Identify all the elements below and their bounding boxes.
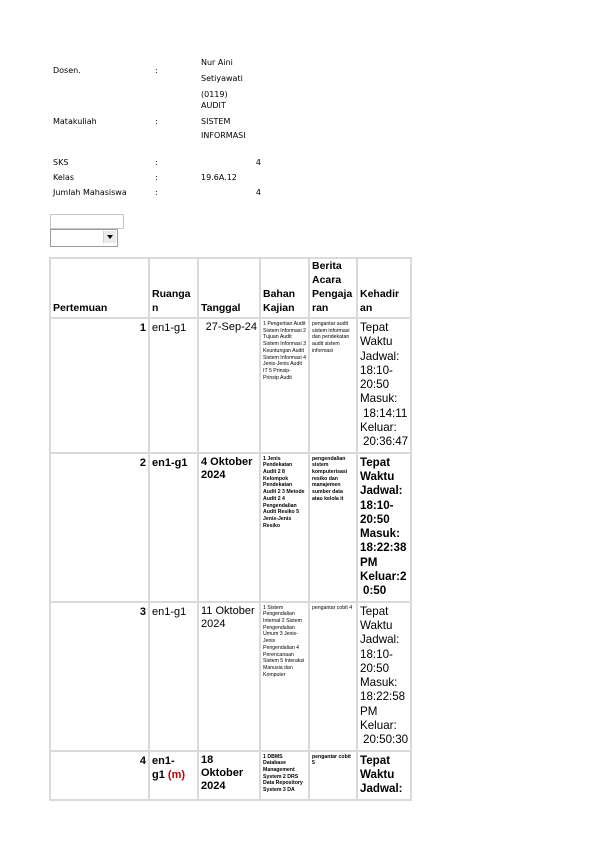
dosen-value-line-1: Nur Aini — [201, 58, 233, 67]
row-kehadiran: Tepat Waktu Jadwal: 18:10- 20:50 Masuk: 18:22:38 PM Keluar:2 0:50 — [357, 453, 411, 602]
table-header-row — [50, 258, 411, 318]
matakuliah-value-line-1: AUDIT — [201, 101, 226, 110]
sks-label: SKS — [53, 158, 69, 167]
header-bahan-kajian: Bahan Kajian — [260, 258, 309, 318]
dosen-value-line-2: Setiyawati — [201, 74, 243, 83]
table-row — [50, 453, 411, 602]
matakuliah-value-line-3: INFORMASI — [201, 131, 246, 140]
row-bahan-kajian: 1 DBMS Database Management System 2 DRS Data Repository System 3 DA — [260, 751, 309, 800]
matakuliah-colon: : — [155, 117, 158, 126]
row-no: 1 — [50, 318, 149, 453]
filter-select[interactable] — [50, 229, 118, 247]
row-kehadiran: Tepat Waktu Jadwal: 18:10- 20:50 Masuk: 18:22:58 PM Keluar: 20:50:30 — [357, 602, 411, 751]
row-no: 2 — [50, 453, 149, 602]
sks-colon: : — [155, 158, 158, 167]
row-bahan-kajian: 1 Pengertian Audit Sistem Informasi 2 Tujuan Audit Sistem Informasi 3 Keuntungan Audit Sistem Informasi 4 Jenis-Jenis Audit IT 5 Prinsip-Prinsip Audit — [260, 318, 309, 453]
row-tanggal: 18 Oktober 2024 — [198, 751, 260, 800]
row-kehadiran: Tepat Waktu Jadwal: 18:10- 20:50 Masuk: 18:14:11 Keluar: 20:36:47 — [357, 318, 411, 453]
jumlah-mahasiswa-colon: : — [155, 188, 158, 197]
header-tanggal: Tanggal — [198, 258, 260, 318]
row-tanggal: 11 Oktober 2024 — [198, 602, 260, 751]
row-ruangan: en1-g1 — [149, 318, 198, 453]
attendance-table — [49, 257, 412, 801]
row-berita-acara: pengendalian sistem komputerisasi resiko dan manajemen sumber data atau kelola it — [309, 453, 357, 602]
kelas-label: Kelas — [53, 173, 75, 182]
header-kehadiran: Kehadir an — [357, 258, 411, 318]
matakuliah-value-line-2: SISTEM — [201, 117, 231, 126]
header-pertemuan: Pertemuan — [50, 258, 149, 318]
dosen-label: Dosen. — [53, 66, 81, 75]
row-bahan-kajian: 1 Sistem Pengendalian Internal 2 Sistem Pengendalian Umum 3 Jenis-Jenis Pengendalian 4 Perencanaan Sistem 5 Interaksi Manusia dan Komputer — [260, 602, 309, 751]
table-row — [50, 751, 411, 800]
matakuliah-label: Matakuliah — [53, 117, 97, 126]
kelas-colon: : — [155, 173, 158, 182]
sks-value: 4 — [255, 158, 261, 167]
row-bahan-kajian: 1 Jenis Pendekatan Audit 2 8 Kelompok Pendekatan Audit 2 3 Metode Audit 2 4 Pengendalian Audit Resiko 5 Jenis-Jenis Resiko — [260, 453, 309, 602]
ruangan-mark: (m) — [167, 768, 186, 781]
row-ruangan: en1-g1 — [149, 453, 198, 602]
course-info — [0, 0, 595, 210]
table-row — [50, 318, 411, 453]
row-no: 4 — [50, 751, 149, 800]
table-row — [50, 602, 411, 751]
row-no: 3 — [50, 602, 149, 751]
jumlah-mahasiswa-label: Jumlah Mahasiswa — [53, 188, 127, 197]
row-tanggal: 4 Oktober 2024 — [198, 453, 260, 602]
chevron-down-icon[interactable] — [103, 231, 116, 243]
row-tanggal: 27-Sep-24 — [198, 318, 260, 453]
row-ruangan: en1-g1 — [149, 602, 198, 751]
filter-input[interactable] — [50, 214, 124, 229]
dosen-value-line-3: (0119) — [201, 90, 228, 99]
row-berita-acara: pengantar audit sistem informasi dan pendekatan audit sistem informasi — [309, 318, 357, 453]
kelas-value: 19.6A.12 — [201, 173, 237, 182]
row-berita-acara: pengantar cobit 5 — [309, 751, 357, 800]
header-berita-acara: Berita Acara Pengaja ran — [309, 258, 357, 318]
row-kehadiran: Tepat Waktu Jadwal: — [357, 751, 411, 800]
header-ruangan: Ruanga n — [149, 258, 198, 318]
dosen-colon: : — [155, 66, 158, 75]
jumlah-mahasiswa-value: 4 — [255, 188, 261, 197]
row-ruangan: en1- g1 (m) — [149, 751, 198, 800]
row-berita-acara: pengantar cobit 4 — [309, 602, 357, 751]
